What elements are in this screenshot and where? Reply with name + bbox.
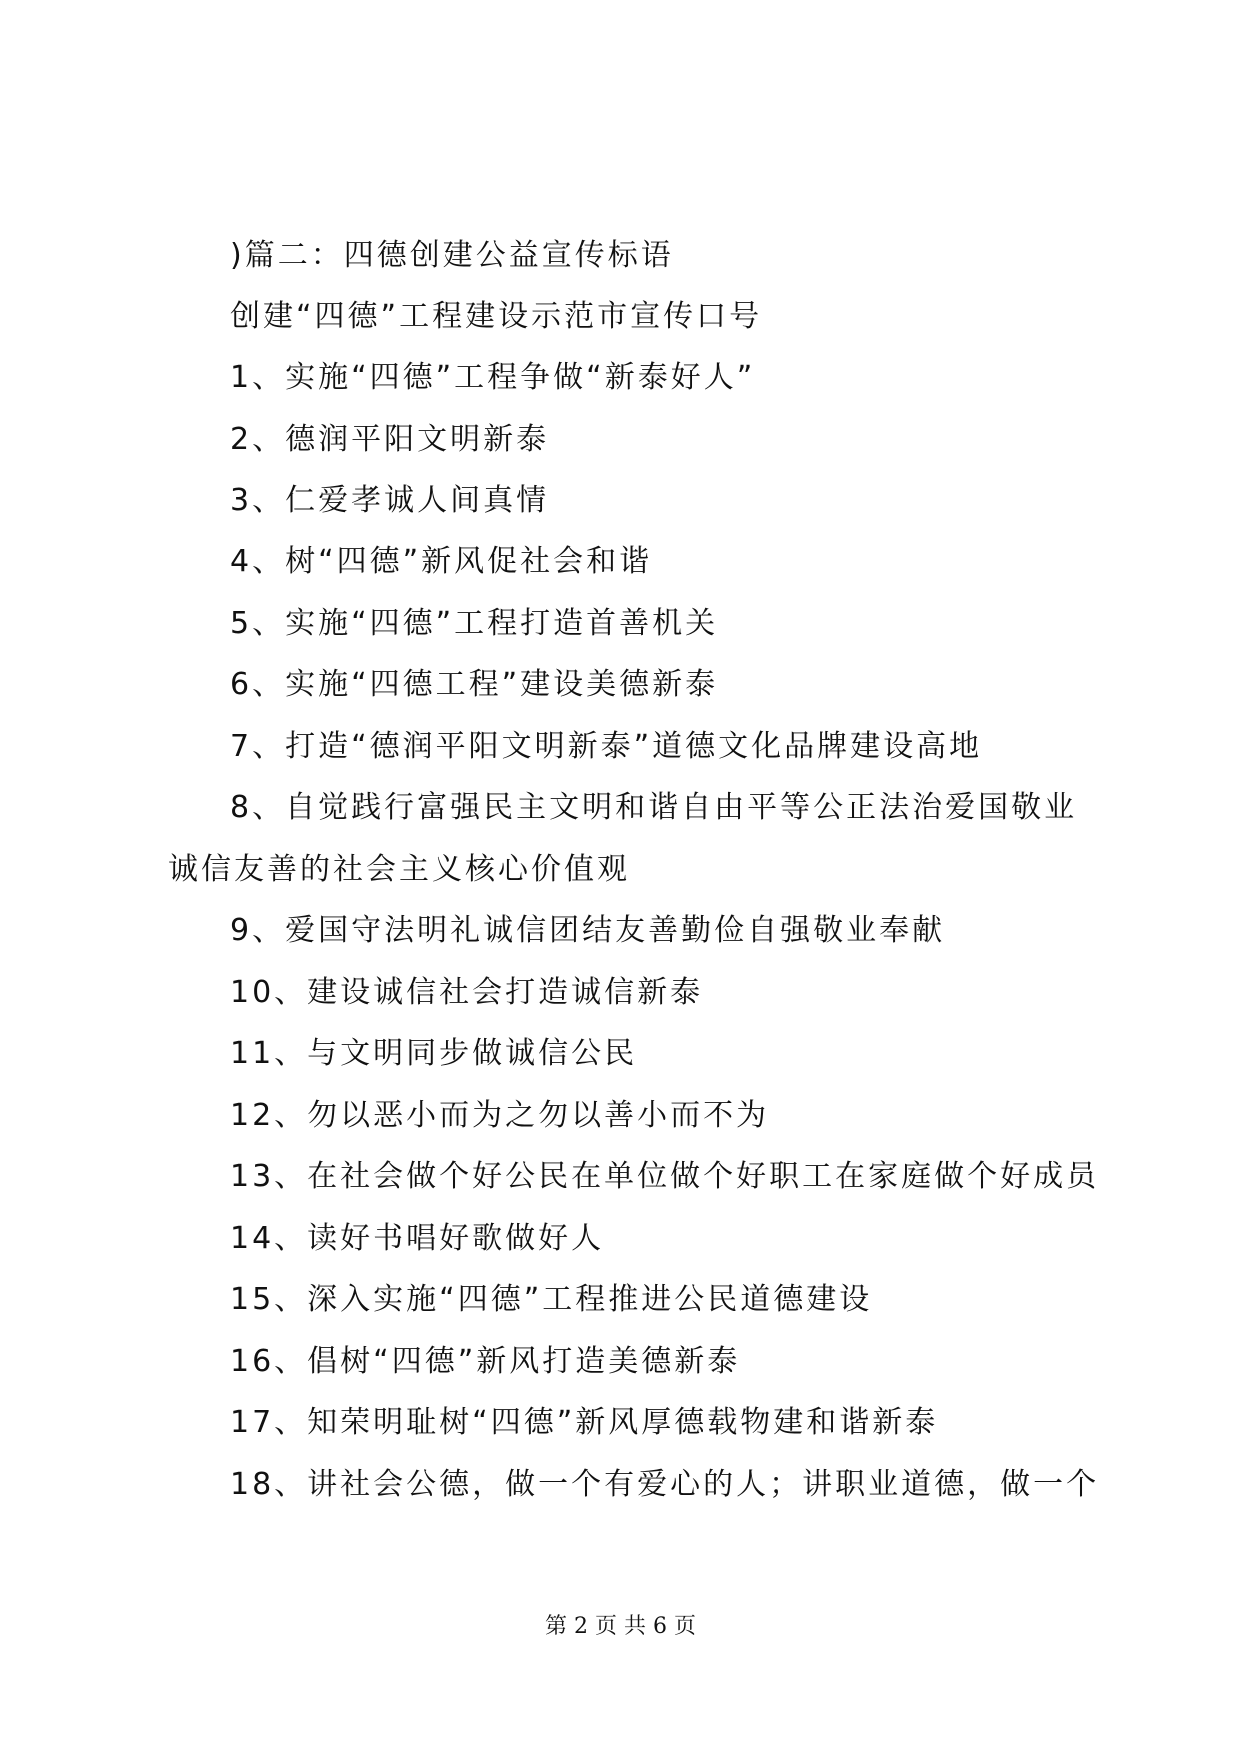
slogan-item: 10、建设诚信社会打造诚信新泰 bbox=[230, 975, 704, 1010]
slogan-item: 1、实施“四德”工程争做“新泰好人” bbox=[230, 360, 756, 395]
page-footer: 第 2 页 共 6 页 bbox=[545, 1614, 696, 1639]
slogan-item: 9、爱国守法明礼诚信团结友善勤俭自强敬业奉献 bbox=[230, 913, 946, 948]
slogan-item: 7、打造“德润平阳文明新泰”道德文化品牌建设高地 bbox=[230, 729, 983, 764]
document-subtitle: 创建“四德”工程建设示范市宣传口号 bbox=[230, 299, 763, 334]
slogan-item: 3、仁爱孝诚人间真情 bbox=[230, 483, 550, 518]
slogan-item: 15、深入实施“四德”工程推进公民道德建设 bbox=[230, 1282, 873, 1317]
slogan-item-continuation: 诚信友善的社会主义核心价值观 bbox=[168, 852, 630, 887]
slogan-item: 16、倡树“四德”新风打造美德新泰 bbox=[230, 1344, 741, 1379]
slogan-item: 11、与文明同步做诚信公民 bbox=[230, 1036, 638, 1071]
section-heading: )篇二：四德创建公益宣传标语 bbox=[230, 238, 674, 273]
slogan-item: 12、勿以恶小而为之勿以善小而不为 bbox=[230, 1098, 770, 1133]
slogan-item: 6、实施“四德工程”建设美德新泰 bbox=[230, 667, 719, 702]
slogan-item: 18、讲社会公德，做一个有爱心的人；讲职业道德，做一个 bbox=[230, 1467, 1100, 1502]
slogan-item: 14、读好书唱好歌做好人 bbox=[230, 1221, 605, 1256]
slogan-item: 5、实施“四德”工程打造首善机关 bbox=[230, 606, 719, 641]
slogan-item: 8、自觉践行富强民主文明和谐自由平等公正法治爱国敬业 bbox=[230, 790, 1078, 825]
slogan-item: 4、树“四德”新风促社会和谐 bbox=[230, 544, 653, 579]
slogan-item: 17、知荣明耻树“四德”新风厚德载物建和谐新泰 bbox=[230, 1405, 939, 1440]
slogan-item: 13、在社会做个好公民在单位做个好职工在家庭做个好成员 bbox=[230, 1159, 1100, 1194]
slogan-item: 2、德润平阳文明新泰 bbox=[230, 422, 550, 457]
